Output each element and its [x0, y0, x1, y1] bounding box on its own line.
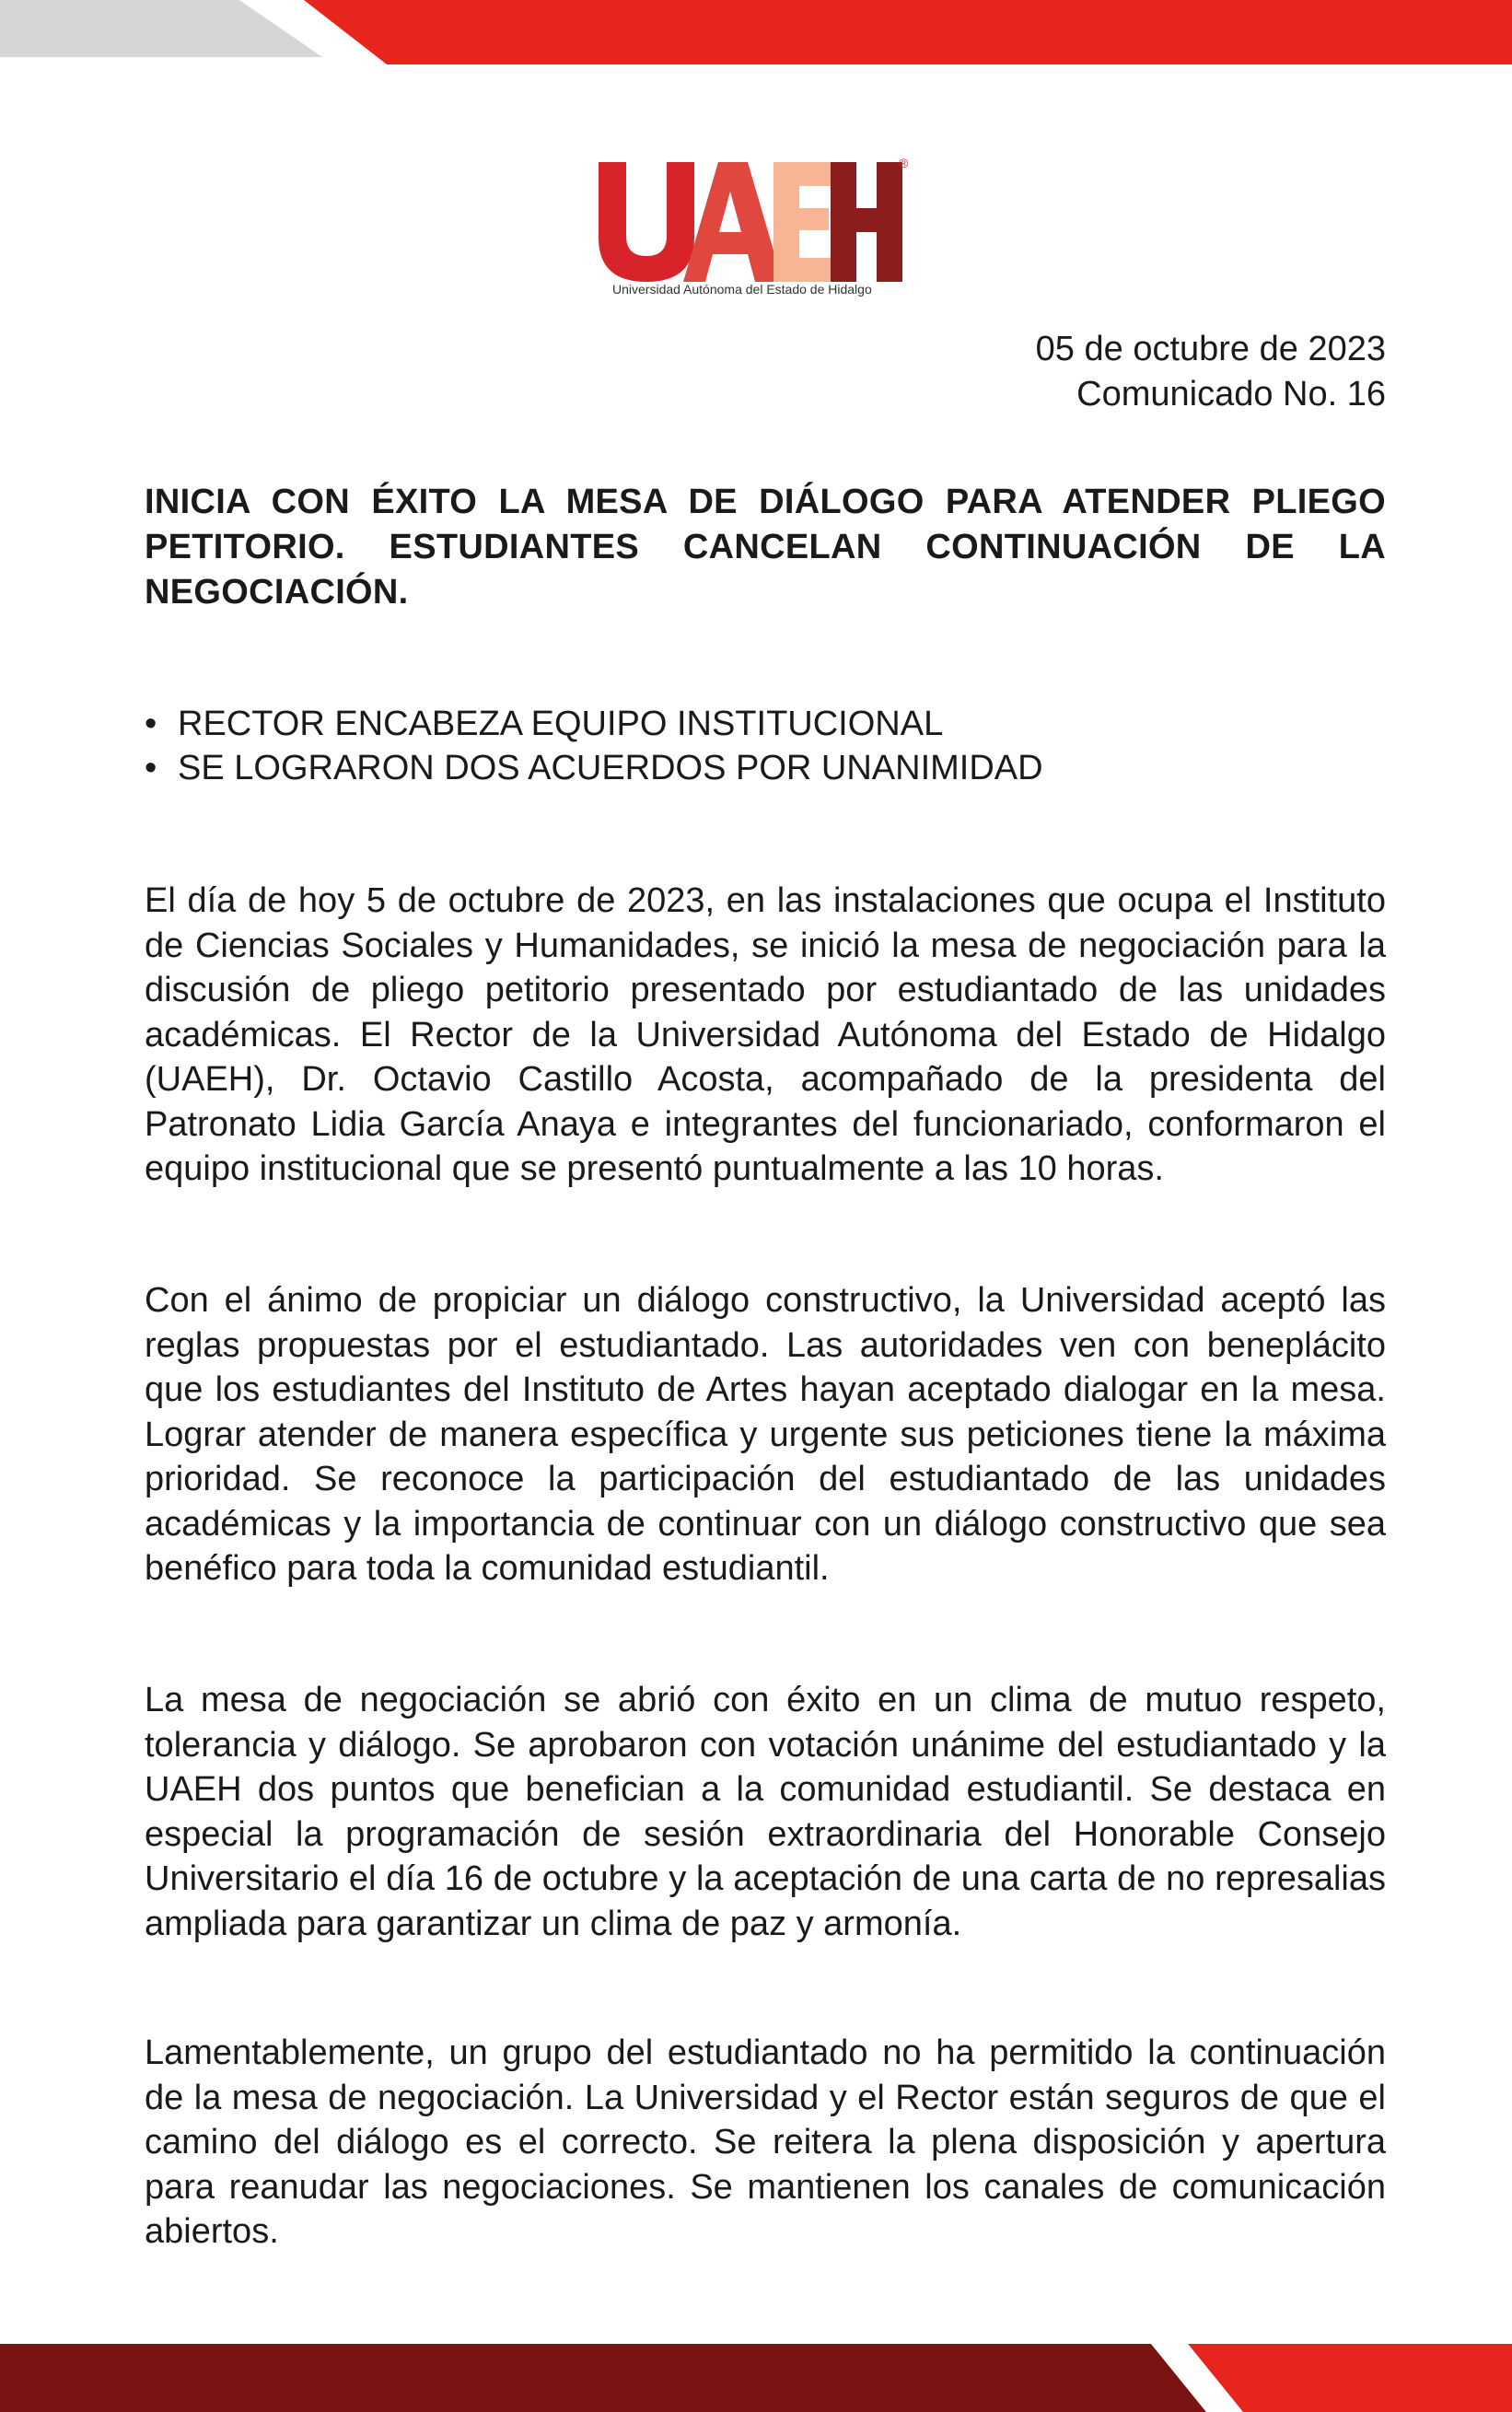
- bullet-text: SE LOGRARON DOS ACUERDOS POR UNANIMIDAD: [178, 749, 1043, 787]
- communique-number: Comunicado No. 16: [1076, 375, 1386, 414]
- top-band-red-stripe: [304, 0, 1512, 64]
- bottom-band-red-stripe: [1188, 2344, 1512, 2412]
- logo-letter-e: [773, 162, 832, 282]
- logo-registered-mark: ®: [899, 156, 909, 170]
- logo-letter-u: [599, 162, 694, 282]
- bullet-dot-icon: •: [145, 749, 157, 787]
- uaeh-logo: [599, 155, 912, 302]
- body-paragraph: Lamentablemente, un grupo del estudiantado no ha permitido la continuación de la mesa de negociación. La Universidad y el Rector están seguros de que el camino del diálogo es el correcto. Se reitera la plena disposición y apertura para reanudar las negociaciones. Se mantienen los canales de comunicación abiertos.: [145, 2033, 1386, 2251]
- bullet-item: [145, 746, 1386, 790]
- bullet-item: [145, 702, 1386, 746]
- headline: INICIA CON ÉXITO LA MESA DE DIÁLOGO PARA ATENDER PLIEGO PETITORIO. ESTUDIANTES CANCELAN CONTINUACIÓN DE LA NEGOCIACIÓN.: [145, 483, 1386, 612]
- bullet-dot-icon: •: [145, 705, 157, 743]
- bottom-decorative-band: [0, 2330, 1512, 2412]
- body-paragraph: Con el ánimo de propiciar un diálogo constructivo, la Universidad aceptó las reglas propuestas por el estudiantado. Las autoridades ven con beneplácito que los estudiantes del Instituto de Artes hayan aceptado dialogar en la mesa. Lograr atender de manera específica y urgente sus peticiones tiene la máxima prioridad. Se reconoce la participación del estudiantado de las unidades académicas y la importancia de continuar con un diálogo constructivo que sea benéfico para toda la comunidad estudiantil.: [145, 1281, 1386, 1588]
- top-decorative-band: [0, 0, 1512, 64]
- bottom-band-dark-red-stripe: [0, 2344, 1206, 2412]
- communique-date: 05 de octubre de 2023: [1035, 330, 1386, 368]
- bullet-text: RECTOR ENCABEZA EQUIPO INSTITUCIONAL: [178, 705, 944, 743]
- body-paragraph: La mesa de negociación se abrió con éxito en un clima de mutuo respeto, tolerancia y diálogo. Se aprobaron con votación unánime del estudiantado y la UAEH dos puntos que benefician a la comunidad estudiantil. Se destaca en especial la programación de sesión extraordinaria del Honorable Consejo Universitario el día 16 de octubre y la aceptación de una carta de no represalias ampliada para garantizar un clima de paz y armonía.: [145, 1681, 1386, 1943]
- logo-tagline: Universidad Autónoma del Estado de Hidalgo: [612, 282, 872, 297]
- logo-letter-a: [683, 162, 783, 282]
- communique-header: [1036, 327, 1386, 417]
- logo-letter-h: [831, 162, 902, 282]
- bottom-band-gray-strip: [0, 2330, 1512, 2344]
- body-paragraph: El día de hoy 5 de octubre de 2023, en las instalaciones que ocupa el Instituto de Ciencias Sociales y Humanidades, se inició la mesa de negociación para la discusión de pliego petitorio presentado por estudiantado de las unidades académicas. El Rector de la Universidad Autónoma del Estado de Hidalgo (UAEH), Dr. Octavio Castillo Acosta, acompañado de la presidenta del Patronato Lidia García Anaya e integrantes del funcionariado, conformaron el equipo institucional que se presentó puntualmente a las 10 horas.: [145, 881, 1386, 1188]
- bullet-list: [145, 702, 1386, 790]
